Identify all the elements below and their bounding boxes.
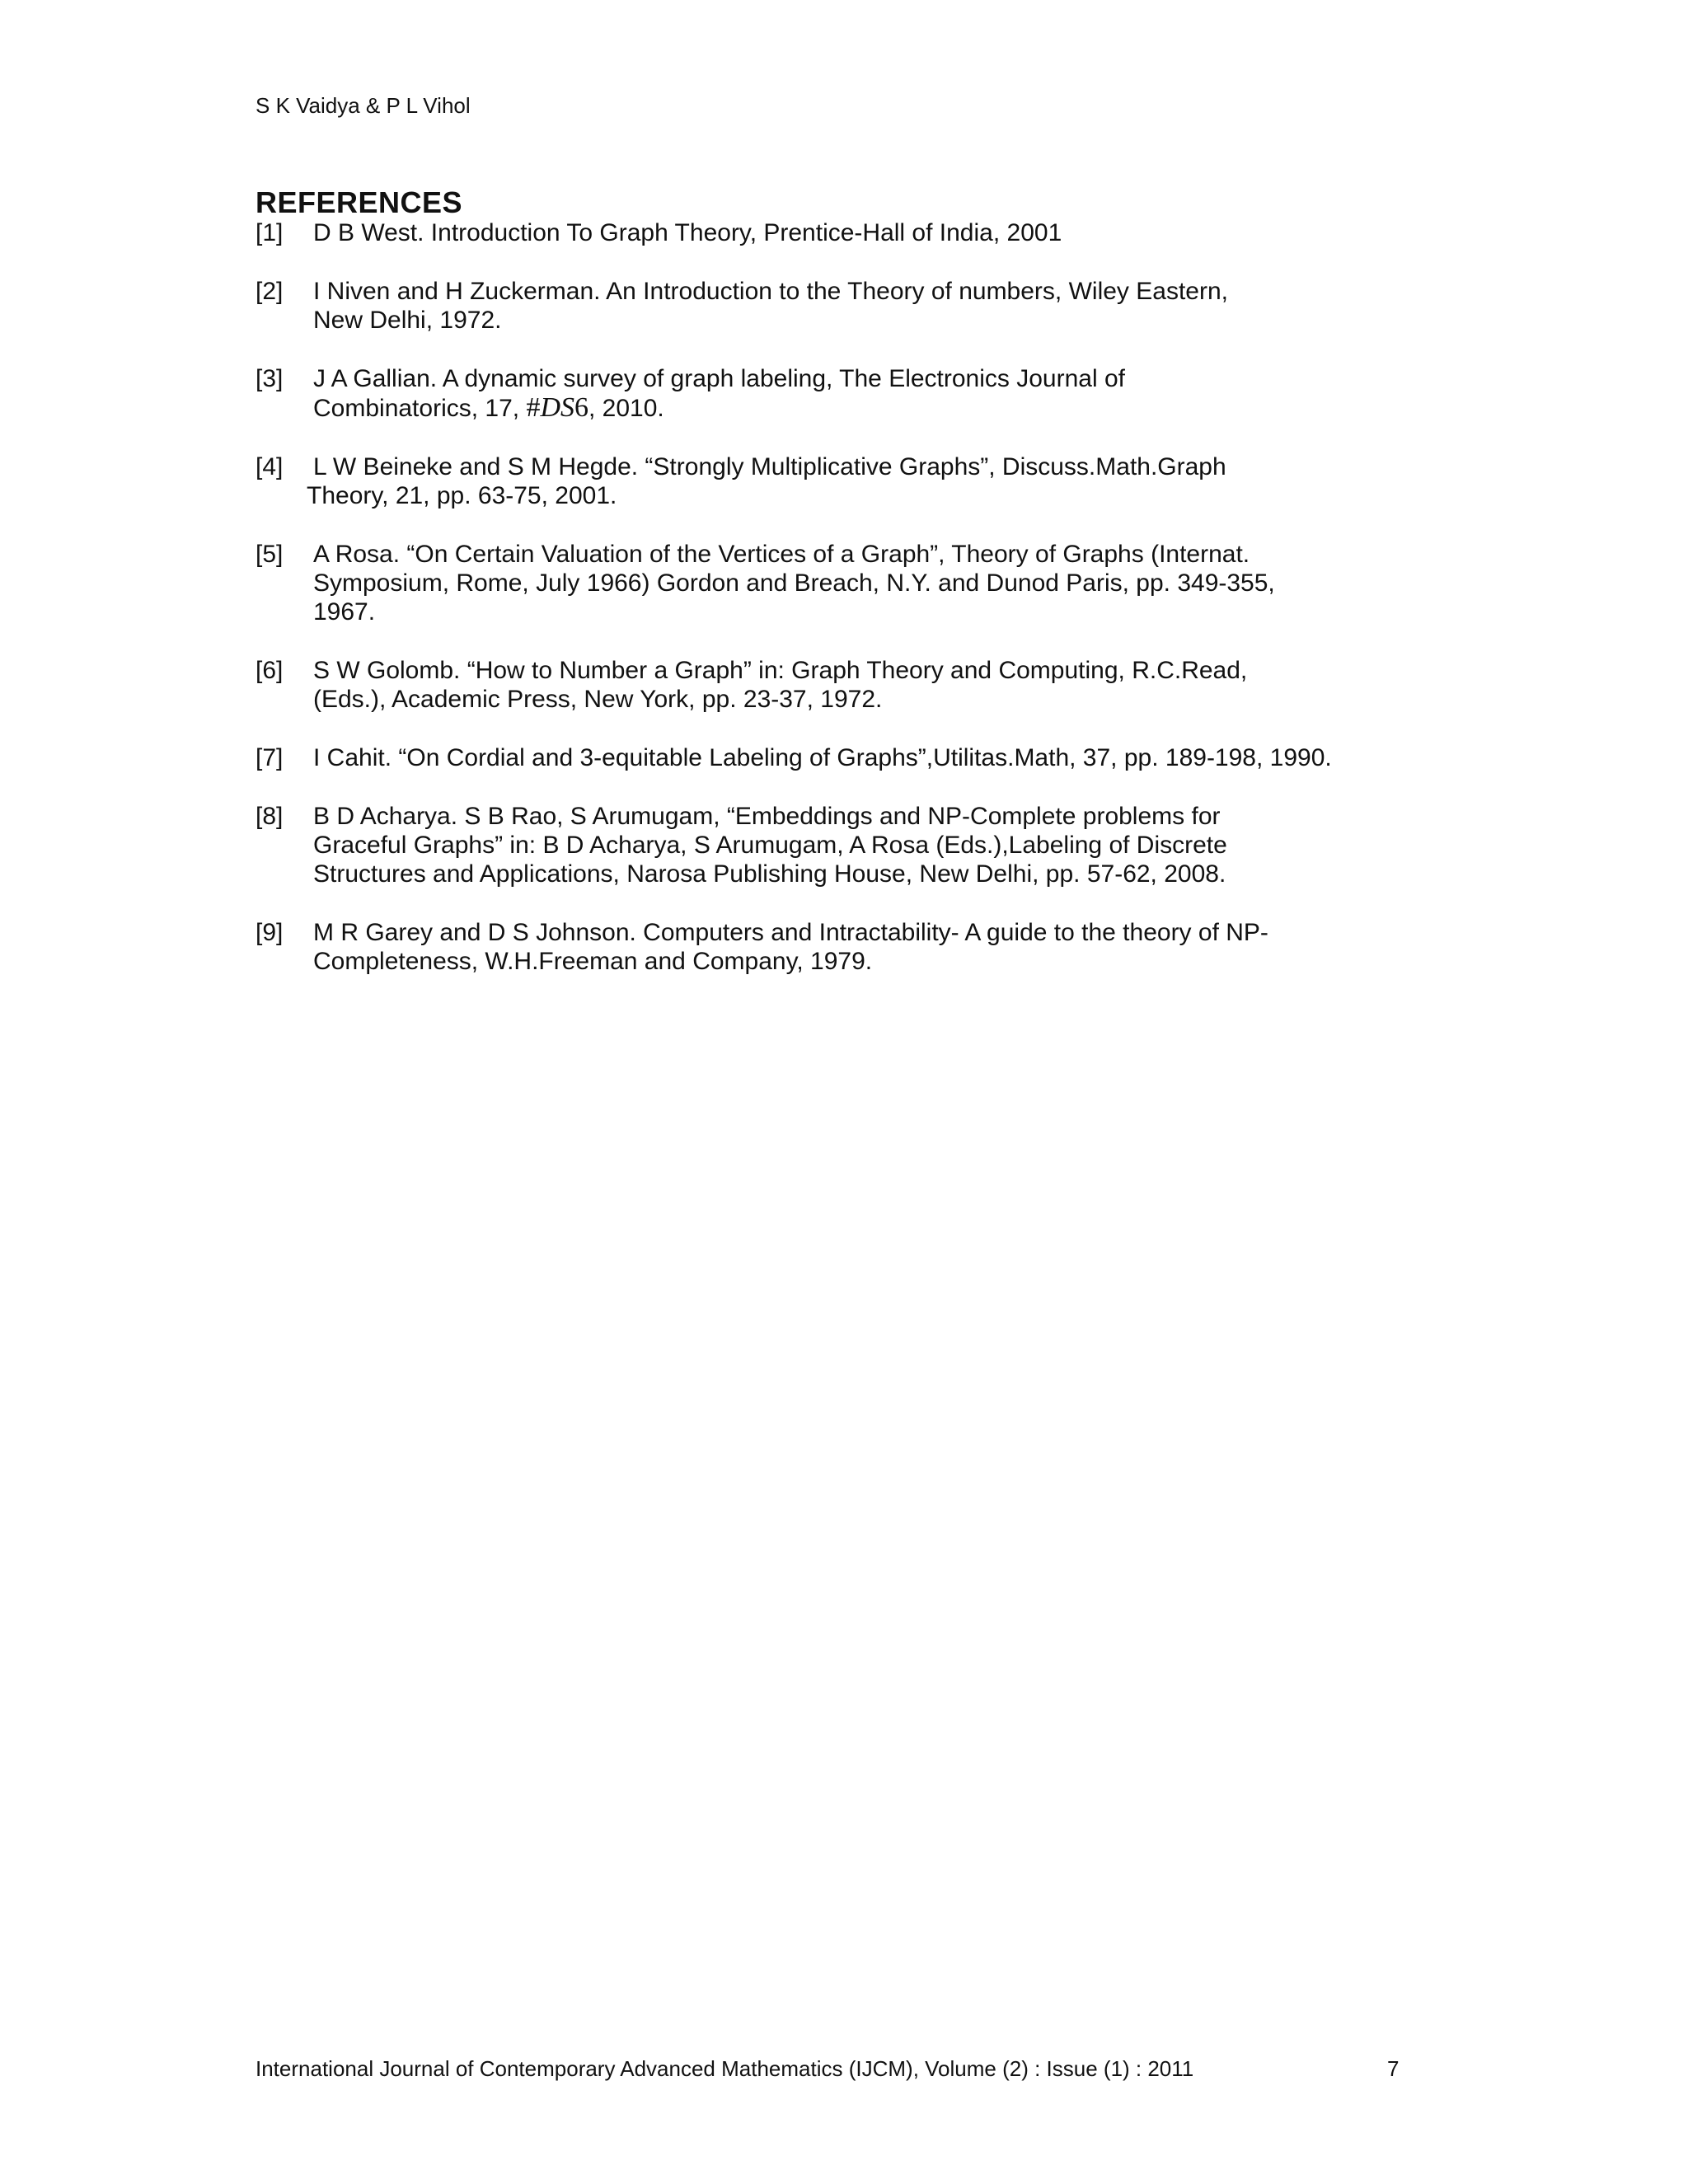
reference-text: D B West. Introduction To Graph Theory, Prentice-Hall of India, 2001 bbox=[313, 219, 1062, 246]
reference-text: A Rosa. “On Certain Valuation of the Vertices of a Graph”, Theory of Graphs (Internat. bbox=[313, 541, 1250, 568]
reference-number: [4] bbox=[256, 453, 284, 480]
reference-number: [5] bbox=[256, 541, 284, 568]
running-head: S K Vaidya & P L Vihol bbox=[256, 93, 471, 118]
reference-text: J A Gallian. A dynamic survey of graph labeling, The Electronics Journal of bbox=[313, 365, 1125, 392]
reference-text: (Eds.), Academic Press, New York, pp. 23-37, 1972. bbox=[313, 686, 883, 713]
math-ds: DS bbox=[540, 392, 575, 423]
reference-number: [6] bbox=[256, 657, 284, 684]
math-expression bbox=[526, 392, 588, 423]
journal-footer: International Journal of Contemporary Advanced Mathematics (IJCM), Volume (2) : Issue (1) : 2011 bbox=[256, 2056, 1194, 2081]
reference-number: [9] bbox=[256, 919, 284, 946]
reference-number: [2] bbox=[256, 278, 284, 305]
reference-text: Theory, 21, pp. 63-75, 2001. bbox=[307, 482, 617, 509]
reference-text: I Niven and H Zuckerman. An Introduction to the Theory of numbers, Wiley Eastern, bbox=[313, 278, 1228, 305]
reference-7 bbox=[256, 743, 1442, 772]
reference-8 bbox=[256, 802, 1442, 888]
reference-text-part: , 2010. bbox=[588, 395, 664, 422]
reference-text bbox=[313, 393, 1442, 423]
reference-1 bbox=[256, 218, 1442, 247]
reference-text: 1967. bbox=[313, 598, 376, 626]
math-number: 6 bbox=[574, 392, 589, 423]
reference-text: Graceful Graphs” in: B D Acharya, S Arumugam, A Rosa (Eds.),Labeling of Discrete bbox=[313, 832, 1227, 859]
references-heading: REFERENCES bbox=[256, 185, 463, 219]
math-hash: # bbox=[526, 392, 541, 423]
reference-text: I Cahit. “On Cordial and 3-equitable Labeling of Graphs”,Utilitas.Math, 37, pp. 189-198, 1990. bbox=[313, 744, 1332, 771]
reference-number: [8] bbox=[256, 803, 284, 830]
reference-text: Completeness, W.H.Freeman and Company, 1979. bbox=[313, 948, 873, 975]
reference-6 bbox=[256, 656, 1442, 714]
reference-text: L W Beineke and S M Hegde. “Strongly Multiplicative Graphs”, Discuss.Math.Graph bbox=[313, 453, 1226, 480]
reference-text: B D Acharya. S B Rao, S Arumugam, “Embeddings and NP-Complete problems for bbox=[313, 803, 1221, 830]
reference-text: Symposium, Rome, July 1966) Gordon and Breach, N.Y. and Dunod Paris, pp. 349-355, bbox=[313, 569, 1275, 597]
reference-number: [1] bbox=[256, 219, 284, 246]
reference-3 bbox=[256, 364, 1442, 423]
reference-2 bbox=[256, 277, 1442, 335]
reference-text: Structures and Applications, Narosa Publishing House, New Delhi, pp. 57-62, 2008. bbox=[313, 860, 1226, 888]
reference-text: New Delhi, 1972. bbox=[313, 307, 502, 334]
reference-5 bbox=[256, 540, 1442, 626]
reference-number: [3] bbox=[256, 365, 284, 392]
reference-4 bbox=[256, 452, 1442, 510]
reference-text: S W Golomb. “How to Number a Graph” in: Graph Theory and Computing, R.C.Read, bbox=[313, 657, 1248, 684]
reference-text: M R Garey and D S Johnson. Computers and Intractability- A guide to the theory of NP- bbox=[313, 919, 1268, 946]
reference-number: [7] bbox=[256, 744, 284, 771]
reference-text-part: Combinatorics, 17, bbox=[313, 395, 527, 422]
reference-list bbox=[256, 218, 1442, 1005]
reference-9 bbox=[256, 918, 1442, 976]
page-number: 7 bbox=[1387, 2056, 1400, 2081]
